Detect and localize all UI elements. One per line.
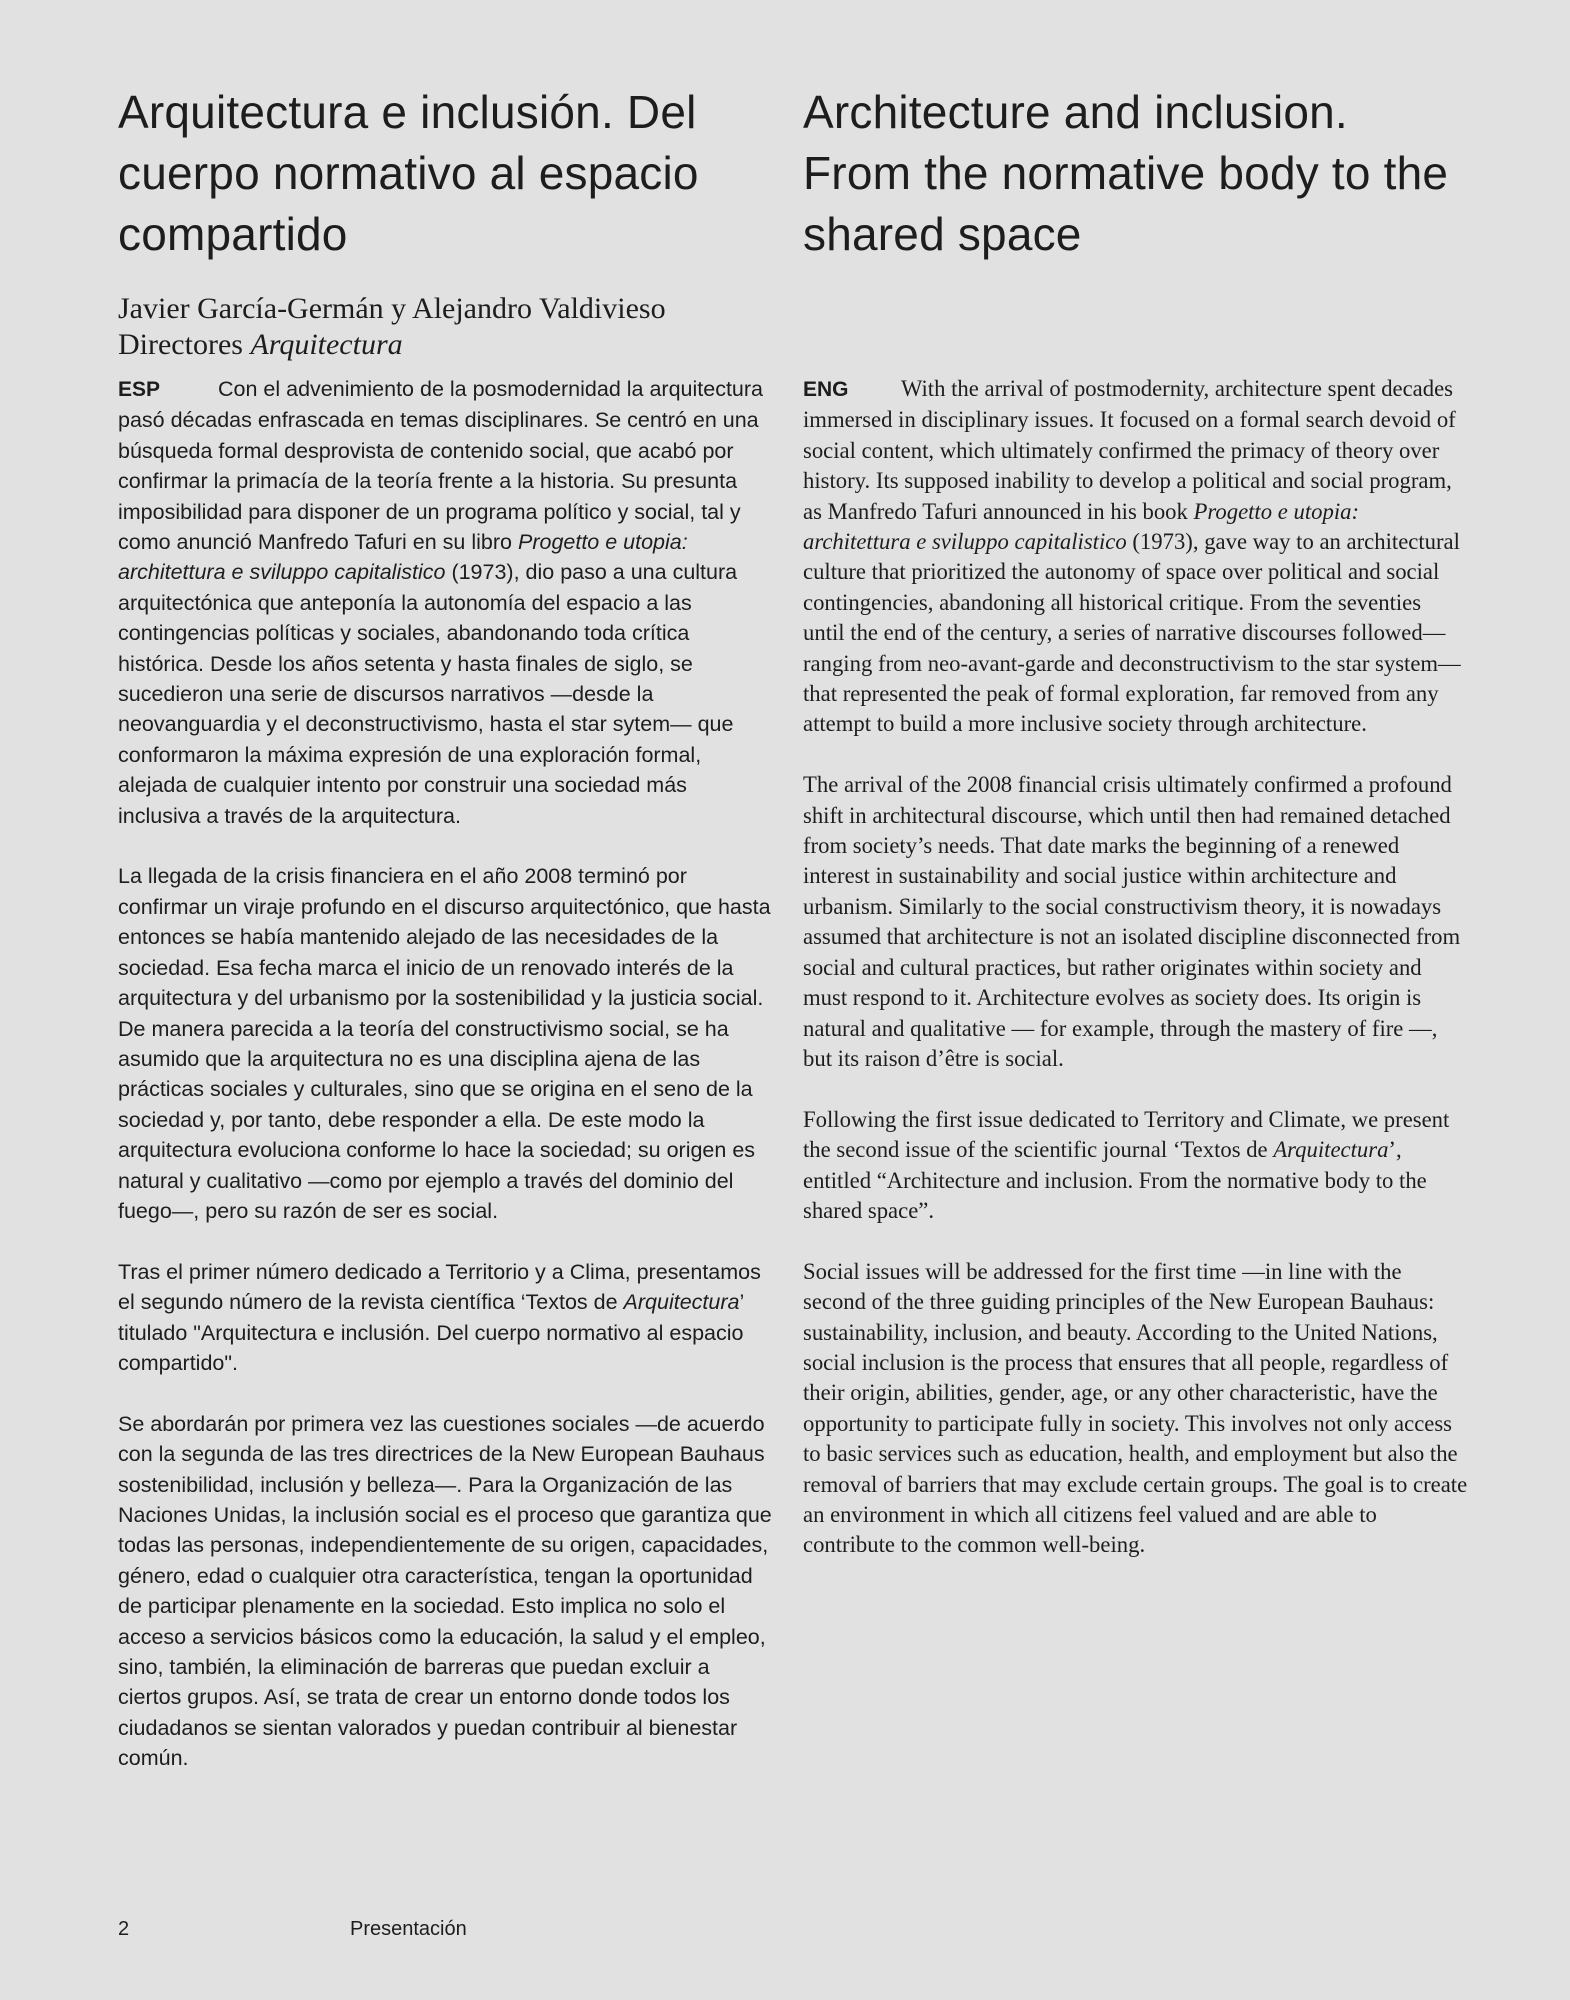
authors-role	[118, 327, 773, 363]
p3-es-text-a: Tras el primer número dedicado a Territorio y a Clima, presentamos el segundo número de la revista científica ‘Textos de	[118, 1259, 761, 1315]
title-en: Architecture and inclusion. From the normative body to the shared space	[803, 86, 1449, 260]
section-label: Presentación	[350, 1918, 467, 1940]
paragraph-en-3	[803, 1105, 1468, 1227]
paragraph-en-1	[803, 374, 1468, 740]
paragraph-en-2: The arrival of the 2008 financial crisis ultimately confirmed a profound shift in architectural discourse, which until then had remained detached from society’s needs. That date marks the beginning of a renewed interest in sustainability and social justice within architecture and urbanism. Similarly to the social constructivism theory, it is nowadays assumed that architecture is not an isolated discipline disconnected from social and cultural practices, but rather originates within society and must respond to it. Architecture evolves as society does. Its origin is natural and qualitative — for example, through the mastery of fire —, but its raison d’être is social.	[803, 772, 1461, 1071]
paragraph-es-2: La llegada de la crisis financiera en el año 2008 terminó por confirmar un viraje profundo en el discurso arquitectónico, que hasta entonces se había mantenido alejado de las necesidades de la sociedad. Esa fecha marca el inicio de un renovado interés de la arquitectura y del urbanismo por la sostenibilidad y la justicia social. De manera parecida a la teoría del constructivismo social, se ha asumido que la arquitectura no es una disciplina ajena de las prácticas sociales y culturales, sino que se origina en el seno de la sociedad y, por tanto, debe responder a ella. De este modo la arquitectura evoluciona conforme lo hace la sociedad; su origen es natural y cualitativo —como por ejemplo a través del dominio del fuego—, pero su razón de ser es social.	[118, 864, 771, 1223]
page-number: 2	[118, 1918, 130, 1940]
journal-name-es: Arquitectura	[623, 1290, 740, 1315]
role-label: Directores	[118, 328, 243, 361]
p1-es-text-b: (1973), dio paso a una cultura arquitectónica que anteponía la autonomía del espacio a las contingencias políticas y sociales, abandonando toda crítica histórica. Desde los años setenta y hasta finales de siglo, se sucedieron una serie de discursos narrativos —desde la neovanguardia y el deconstructivismo, hasta el star sytem— que conformaron la máxima expresión de una exploración formal, alejada de cualquier intento por construir una sociedad más inclusiva a través de la arquitectura.	[118, 560, 738, 828]
journal-name-en: Arquitectura	[1273, 1137, 1389, 1163]
english-column	[803, 82, 1468, 1558]
p1-en-text-b: (1973), gave way to an architectural culture that prioritized the autonomy of space over political and social contingencies, abandoning all historical critique. From the seventies until the end of the century, a series of narrative discourses followed—ranging from neo-avant-garde and deconstructivism to the star system—that represented the peak of formal exploration, far removed from any attempt to build a more inclusive society through architecture.	[803, 529, 1461, 737]
paragraph-es-1	[118, 374, 773, 831]
paragraph-en-4: Social issues will be addressed for the first time —in line with the second of the three guiding principles of the New European Bauhaus: sustainability, inclusion, and beauty. According to the United Nations, social inclusion is the process that ensures that all people, regardless of their origin, abilities, gender, age, or any other characteristic, have the opportunity to participate fully in society. This involves not only access to basic services such as education, health, and employment but also the removal of barriers that may exclude certain groups. The goal is to create an environment in which all citizens feel valued and are able to contribute to the common well-being.	[803, 1258, 1468, 1558]
authors-names: Javier García-Germán y Alejandro Valdivieso	[118, 292, 666, 325]
title-es: Arquitectura e inclusión. Del cuerpo normativo al espacio compartido	[118, 86, 699, 260]
role-journal: Arquitectura	[250, 328, 403, 361]
book-title-es: Progetto e utopia: architettura e sviluppo capitalistico	[118, 530, 688, 585]
lang-label-es: ESP	[118, 378, 161, 401]
body-es	[118, 374, 773, 1804]
p1-es-text-a: Con el advenimiento de la posmodernidad la arquitectura pasó décadas enfrascada en temas disciplinares. Se centró en una búsqueda formal desprovista de contenido social, que acabó por confirmar la primacía de la teoría frente a la historia. Su presunta imposibilidad para disponer de un programa político y social, tal y como anunció Manfredo Tafuri en su libro	[118, 377, 764, 555]
p1-en-text-a: With the arrival of postmodernity, architecture spent decades immersed in disciplinary issues. It focused on a formal search devoid of social content, which ultimately confirmed the primacy of theory over history. Its supposed inability to develop a political and social program, as Manfredo Tafuri announced in his book	[803, 376, 1456, 524]
paragraph-es-4: Se abordarán por primera vez las cuestiones sociales —de acuerdo con la segunda de las tres directrices de la New European Bauhaus sostenibilidad, inclusión y belleza—. Para la Organización de las Naciones Unidas, la inclusión social es el proceso que garantiza que todas las personas, independientemente de su origen, capacidades, género, edad o cualquier otra característica, tengan la oportunidad de participar plenamente en la sociedad. Esto implica no solo el acceso a servicios básicos como la educación, la salud y el empleo, sino, también, la eliminación de barreras que puedan excluir a ciertos grupos. Así, se trata de crear un entorno donde todos los ciudadanos se sientan valorados y puedan contribuir al bienestar común.	[118, 1411, 772, 1771]
p3-es-text-b: ’ titulado "Arquitectura e inclusión. Del cuerpo normativo al espacio compartido".	[118, 1290, 744, 1375]
book-title-en: Progetto e utopia: architettura e sviluppo capitalistico	[803, 498, 1360, 555]
spanish-column	[118, 82, 773, 1771]
p3-en-text-a: Following the first issue dedicated to Territory and Climate, we present the second issue of the scientific journal ‘Textos de	[803, 1106, 1450, 1163]
lang-label-en: ENG	[803, 378, 849, 401]
p3-en-text-b: ’, entitled “Architecture and inclusion. From the normative body to the shared space”.	[803, 1137, 1427, 1223]
paragraph-es-3	[118, 1257, 773, 1379]
authors-block	[118, 291, 773, 363]
body-en	[803, 374, 1468, 1591]
